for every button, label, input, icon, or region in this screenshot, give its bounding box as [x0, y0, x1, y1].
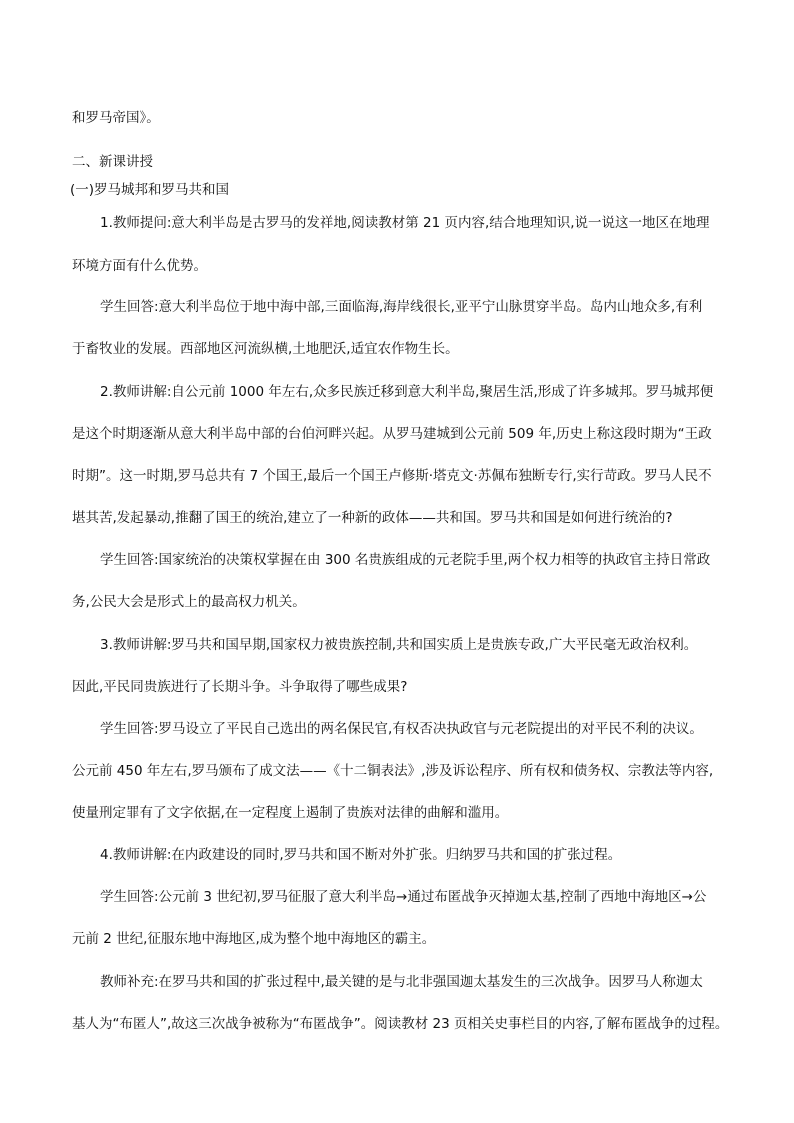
- paragraph-line: 时期”。这一时期,罗马总共有 7 个国王,最后一个国王卢修斯·塔克文·苏佩布独断专行,实行苛政。罗马人民不: [72, 468, 712, 484]
- paragraph-line: 4.教师讲解:在内政建设的同时,罗马共和国不断对外扩张。归纳罗马共和国的扩张过程。: [100, 847, 622, 863]
- paragraph-line: 环境方面有什么优势。: [72, 258, 207, 274]
- paragraph-line: 学生回答:意大利半岛位于地中海中部,三面临海,海岸线很长,亚平宁山脉贯穿半岛。岛内山地众多,有利: [100, 299, 703, 315]
- text-line-continuation: 和罗马帝国》。: [72, 110, 160, 126]
- paragraph-line: 2.教师讲解:自公元前 1000 年左右,众多民族迁移到意大利半岛,聚居生活,形成了许多城邦。罗马城邦便: [100, 384, 714, 400]
- paragraph-line: 教师补充:在罗马共和国的扩张过程中,最关键的是与北非强国迦太基发生的三次战争。因罗马人称迦太: [100, 974, 703, 990]
- paragraph-line: 是这个时期逐渐从意大利半岛中部的台伯河畔兴起。从罗马建城到公元前 509 年,历史上称这段时期为“王政: [72, 426, 712, 442]
- paragraph-line: 因此,平民同贵族进行了长期斗争。斗争取得了哪些成果?: [72, 679, 408, 695]
- paragraph-line: 3.教师讲解:罗马共和国早期,国家权力被贵族控制,共和国实质上是贵族专政,广大平民毫无政治权利。: [100, 637, 698, 653]
- paragraph-line: 于畜牧业的发展。西部地区河流纵横,土地肥沃,适宜农作物生长。: [72, 341, 459, 357]
- paragraph-line: 务,公民大会是形式上的最高权力机关。: [72, 594, 306, 610]
- paragraph-line: 学生回答:国家统治的决策权掌握在由 300 名贵族组成的元老院手里,两个权力相等的执政官主持日常政: [100, 552, 711, 568]
- paragraph-line: 学生回答:罗马设立了平民自己选出的两名保民官,有权否决执政官与元老院提出的对平民不利的决议。: [100, 721, 703, 737]
- subsection-heading: (一)罗马城邦和罗马共和国: [70, 182, 230, 198]
- paragraph-line: 公元前 450 年左右,罗马颁布了成文法——《十二铜表法》,涉及诉讼程序、所有权和债务权、宗教法等内容,: [72, 763, 714, 779]
- paragraph-line: 1.教师提问:意大利半岛是古罗马的发祥地,阅读教材第 21 页内容,结合地理知识,说一说这一地区在地理: [100, 215, 710, 231]
- paragraph-line: 堪其苦,发起暴动,推翻了国王的统治,建立了一种新的政体——共和国。罗马共和国是如何进行统治的?: [72, 510, 673, 526]
- section-heading: 二、新课讲授: [72, 154, 153, 170]
- paragraph-line: 基人为“布匿人”,故这三次战争被称为“布匿战争”。阅读教材 23 页相关史事栏目的内容,了解布匿战争的过程。: [72, 1016, 729, 1032]
- paragraph-line: 元前 2 世纪,征服东地中海地区,成为整个地中海地区的霸主。: [72, 931, 436, 947]
- paragraph-line: 学生回答:公元前 3 世纪初,罗马征服了意大利半岛→通过布匿战争灭掉迦太基,控制了西地中海地区→公: [100, 889, 707, 905]
- paragraph-line: 使量刑定罪有了文字依据,在一定程度上遏制了贵族对法律的曲解和滥用。: [72, 805, 509, 821]
